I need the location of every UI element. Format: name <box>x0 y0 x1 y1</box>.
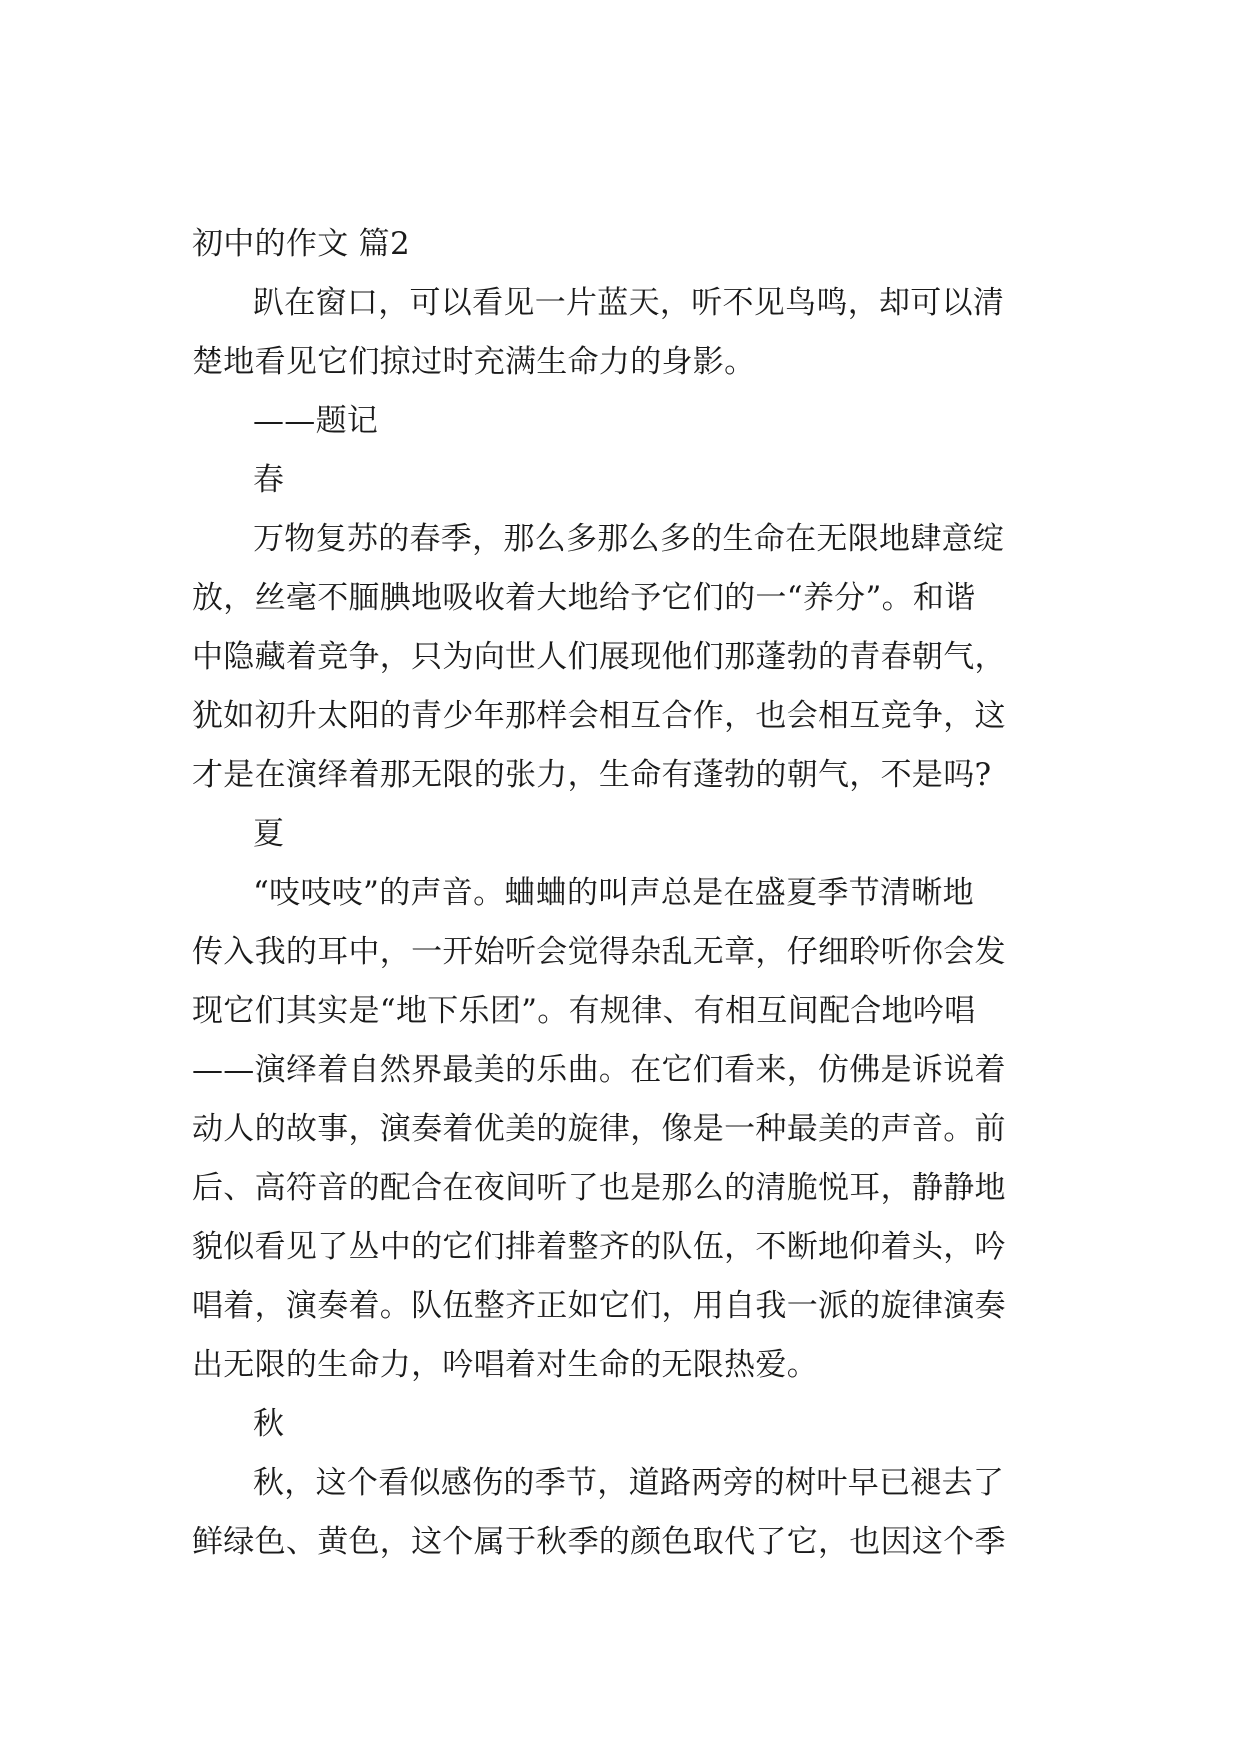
paragraph-line: 貌似看见了丛中的它们排着整齐的队伍，不断地仰着头，吟 <box>192 1229 1006 1265</box>
paragraph-line: 犹如初升太阳的青少年那样会相互合作，也会相互竞争，这 <box>192 698 1006 734</box>
epigraph-attribution: ——题记 <box>253 403 379 439</box>
paragraph-line: 才是在演绎着那无限的张力，生命有蓬勃的朝气，不是吗? <box>192 757 992 793</box>
paragraph-line: ——演绎着自然界最美的乐曲。在它们看来，仿佛是诉说着 <box>192 1052 1006 1088</box>
paragraph-line: 动人的故事，演奏着优美的旋律，像是一种最美的声音。前 <box>192 1111 1006 1147</box>
paragraph-line: 出无限的生命力，吟唱着对生命的无限热爱。 <box>192 1347 818 1383</box>
paragraph-line: 放，丝毫不腼腆地吸收着大地给予它们的一“养分”。和谐 <box>192 580 976 616</box>
paragraph-line: 后、高符音的配合在夜间听了也是那么的清脆悦耳，静静地 <box>192 1170 1006 1206</box>
section-heading-summer: 夏 <box>253 816 285 852</box>
paragraph-line: 楚地看见它们掠过时充满生命力的身影。 <box>192 344 756 380</box>
paragraph-line: 趴在窗口，可以看见一片蓝天，听不见鸟鸣，却可以清 <box>253 285 1005 321</box>
paragraph-line: 现它们其实是“地下乐团”。有规律、有相互间配合地吟唱 <box>192 993 976 1029</box>
paragraph-line: 万物复苏的春季，那么多那么多的生命在无限地肆意绽 <box>253 521 1005 557</box>
section-heading-autumn: 秋 <box>253 1406 285 1442</box>
paragraph-line: 中隐藏着竞争，只为向世人们展现他们那蓬勃的青春朝气， <box>192 639 1006 675</box>
section-heading-spring: 春 <box>253 462 285 498</box>
paragraph-line: 唱着，演奏着。队伍整齐正如它们，用自我一派的旋律演奏 <box>192 1288 1006 1324</box>
document-title: 初中的作文 篇2 <box>192 226 410 262</box>
paragraph-line: “吱吱吱”的声音。蛐蛐的叫声总是在盛夏季节清晰地 <box>253 875 974 911</box>
paragraph-line: 传入我的耳中，一开始听会觉得杂乱无章，仔细聆听你会发 <box>192 934 1006 970</box>
paragraph-line: 秋，这个看似感伤的季节，道路两旁的树叶早已褪去了 <box>253 1465 1005 1501</box>
paragraph-line: 鲜绿色、黄色，这个属于秋季的颜色取代了它，也因这个季 <box>192 1524 1006 1560</box>
